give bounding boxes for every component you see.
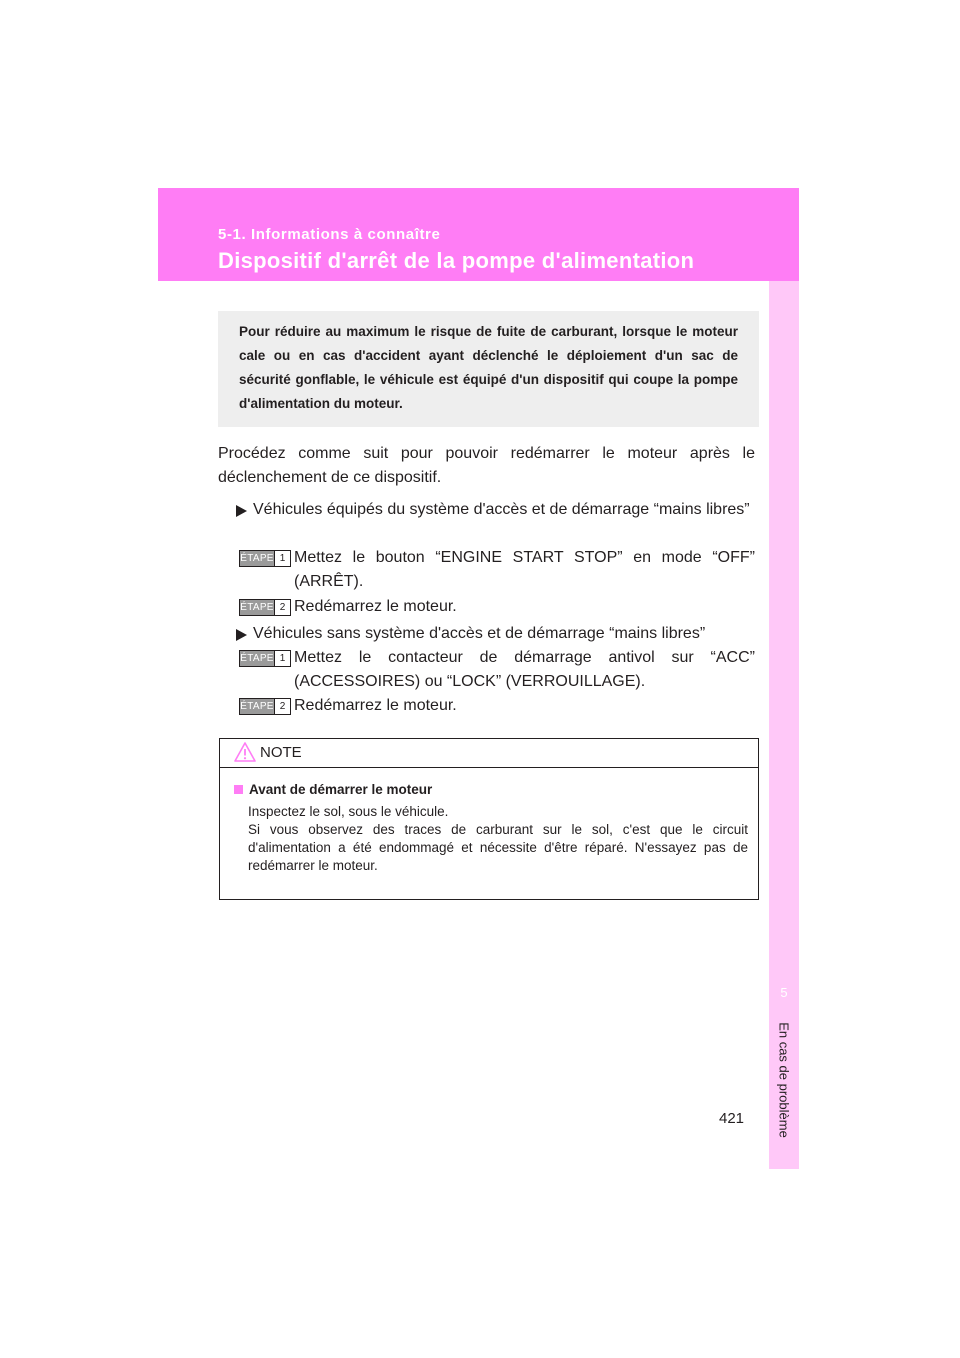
note-header	[220, 739, 758, 768]
note-heading-text: Avant de démarrer le moteur	[249, 782, 433, 797]
step-item	[239, 595, 755, 619]
note-heading	[234, 782, 748, 797]
note-body	[220, 768, 758, 875]
warning-triangle-icon	[234, 742, 256, 762]
step-badge	[239, 650, 291, 667]
page-title: Dispositif d'arrêt de la pompe d'alimentation	[218, 248, 695, 273]
intro-text: Pour réduire au maximum le risque de fuite de carburant, lorsque le moteur cale ou en cas d'accident ayant déclenché le déploiement d'un sac de sécurité gonflable, le véhicule est équipé d'un dispositif qui coupe la pompe d'alimentation du moteur.	[239, 324, 738, 411]
step-item	[239, 694, 755, 718]
step-badge-word: ÉTAPE	[240, 602, 274, 613]
step-badge-word: ÉTAPE	[240, 653, 274, 664]
page-number: 421	[719, 1110, 745, 1127]
note-line-2: Si vous observez des traces de carburant sur le sol, c'est que le circuit d'alimentation a été endommagé et nécessite d'être réparé. N'essayez pas de redémarrer le moteur.	[248, 822, 748, 873]
chapter-label: En cas de problème	[776, 1022, 792, 1138]
variant-heading-no-keyless	[236, 622, 755, 646]
body-paragraph: Procédez comme suit pour pouvoir redémarrer le moteur après le déclenchement de ce dispositif.	[218, 445, 755, 486]
variant-heading-keyless	[236, 498, 755, 522]
step-badge-number: 1	[274, 551, 290, 566]
section-label: 5-1. Informations à connaître	[218, 226, 441, 243]
triangle-bullet-icon	[236, 505, 247, 517]
step-badge-word: ÉTAPE	[240, 701, 274, 712]
variant-label: Véhicules équipés du système d'accès et de démarrage “mains libres”	[253, 501, 750, 518]
triangle-bullet-icon	[236, 629, 247, 641]
step-item	[239, 546, 755, 594]
chapter-number: 5	[780, 985, 788, 1000]
step-text: Redémarrez le moteur.	[294, 697, 457, 714]
note-line-1: Inspectez le sol, sous le véhicule.	[248, 804, 449, 819]
step-badge-number: 2	[274, 600, 290, 615]
square-bullet-icon	[234, 785, 243, 794]
note-line	[248, 803, 748, 875]
step-badge-number: 1	[274, 651, 290, 666]
step-text: Mettez le contacteur de démarrage antivol sur “ACC” (ACCESSOIRES) ou “LOCK” (VERROUILLAGE).	[294, 649, 755, 690]
step-text: Mettez le bouton “ENGINE START STOP” en mode “OFF” (ARRÊT).	[294, 549, 755, 590]
step-item	[239, 646, 755, 694]
step-badge	[239, 698, 291, 715]
note-title: NOTE	[260, 744, 302, 761]
intro-box	[218, 311, 759, 427]
variant-label: Véhicules sans système d'accès et de démarrage “mains libres”	[253, 625, 706, 642]
step-badge-number: 2	[274, 699, 290, 714]
step-badge	[239, 550, 291, 567]
note-box	[219, 738, 759, 900]
step-text: Redémarrez le moteur.	[294, 598, 457, 615]
step-badge-word: ÉTAPE	[240, 553, 274, 564]
step-badge	[239, 599, 291, 616]
